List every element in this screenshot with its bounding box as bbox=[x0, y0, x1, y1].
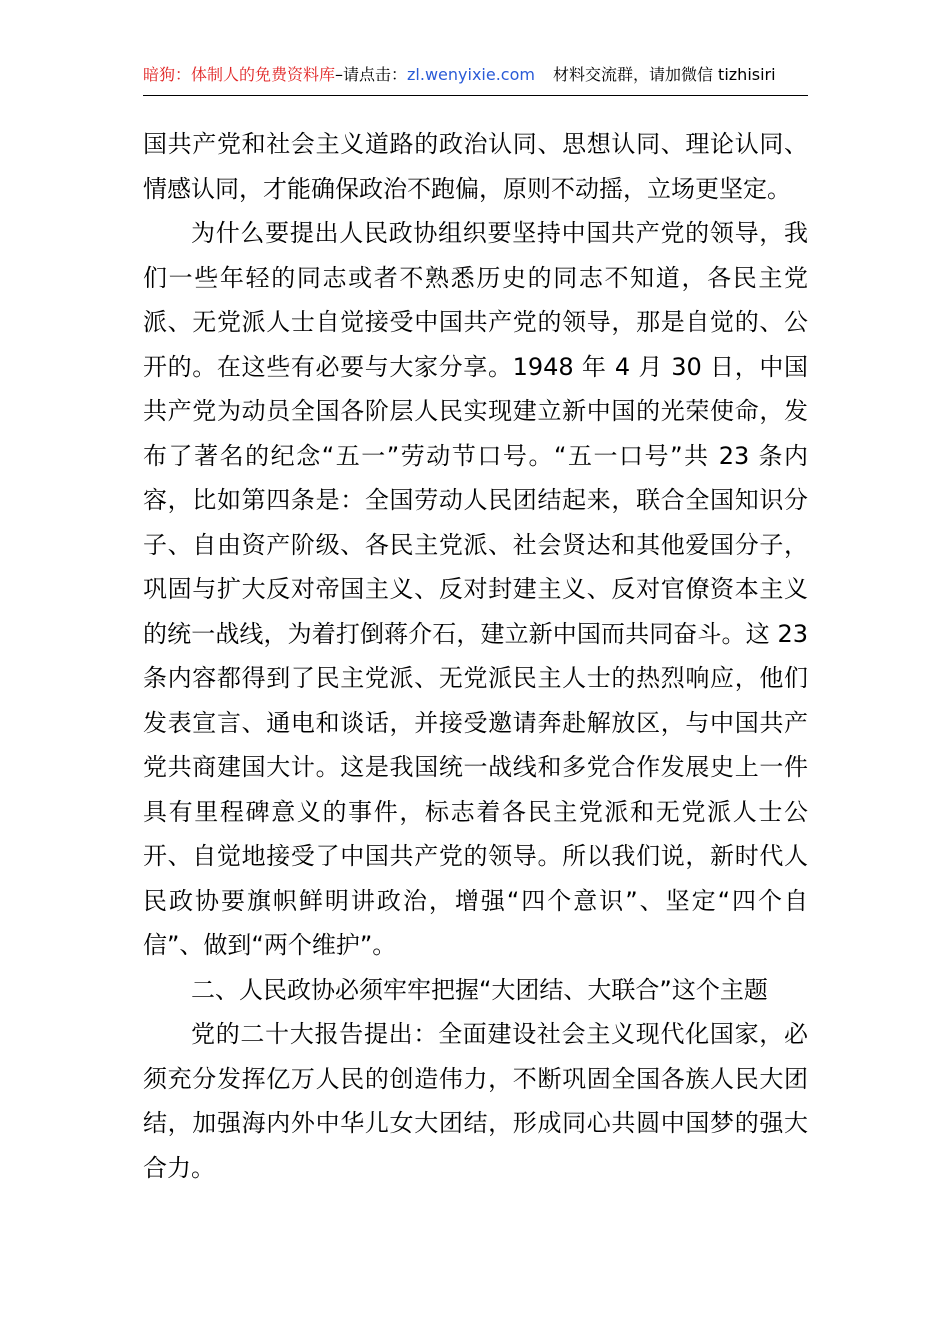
paragraph-continued: 国共产党和社会主义道路的政治认同、思想认同、理论认同、情感认同，才能确保政治不跑偏，原则不动摇，立场更坚定。 bbox=[143, 130, 808, 203]
header-note: 材料交流群，请加微信 tizhisiri bbox=[552, 65, 776, 84]
section-heading: 二、人民政协必须牢牢把握“大团结、大联合”这个主题 bbox=[191, 975, 768, 1004]
paragraph: 为什么要提出人民政协组织要坚持中国共产党的领导，我们一些年轻的同志或者不熟悉历史的同志不知道，各民主党派、无党派人士自觉接受中国共产党的领导，那是自觉的、公开的。在这些有必要与大家分享。1948 年 4 月 30 日，中国共产党为动员全国各阶层人民实现建立新中国的光荣使命，发布了著名的纪念“五一”劳动节口号。“五一口号”共 23 条内容，比如第四条是：全国劳动人民团结起来，联合全国知识分子、自由资产阶级、各民主党派、社会贤达和其他爱国分子，巩固与扩大反对帝国主义、反对封建主义、反对官僚资本主义的统一战线，为着打倒蒋介石，建立新中国而共同奋斗。这 23 条内容都得到了民主党派、无党派民主人士的热烈响应，他们发表宣言、通电和谈话，并接受邀请奔赴解放区，与中国共产党共商建国大计。这是我国统一战线和多党合作发展史上一件具有里程碑意义的事件，标志着各民主党派和无党派人士公开、自觉地接受了中国共产党的领导。所以我们说，新时代人民政协要旗帜鲜明讲政治，增强“四个意识”、坚定“四个自信”、做到“两个维护”。 bbox=[143, 219, 808, 959]
document-body bbox=[143, 122, 808, 1190]
header-link[interactable]: zl.wenyixie.com bbox=[407, 65, 535, 84]
page-header bbox=[143, 64, 808, 96]
paragraph: 党的二十大报告提出：全面建设社会主义现代化国家，必须充分发挥亿万人民的创造伟力，不断巩固全国各族人民大团结，加强海内外中华儿女大团结，形成同心共圆中国梦的强大合力。 bbox=[143, 1020, 808, 1182]
header-separator: –请点击： bbox=[335, 65, 408, 84]
header-brand: 暗狗：体制人的免费资料库 bbox=[143, 65, 336, 84]
